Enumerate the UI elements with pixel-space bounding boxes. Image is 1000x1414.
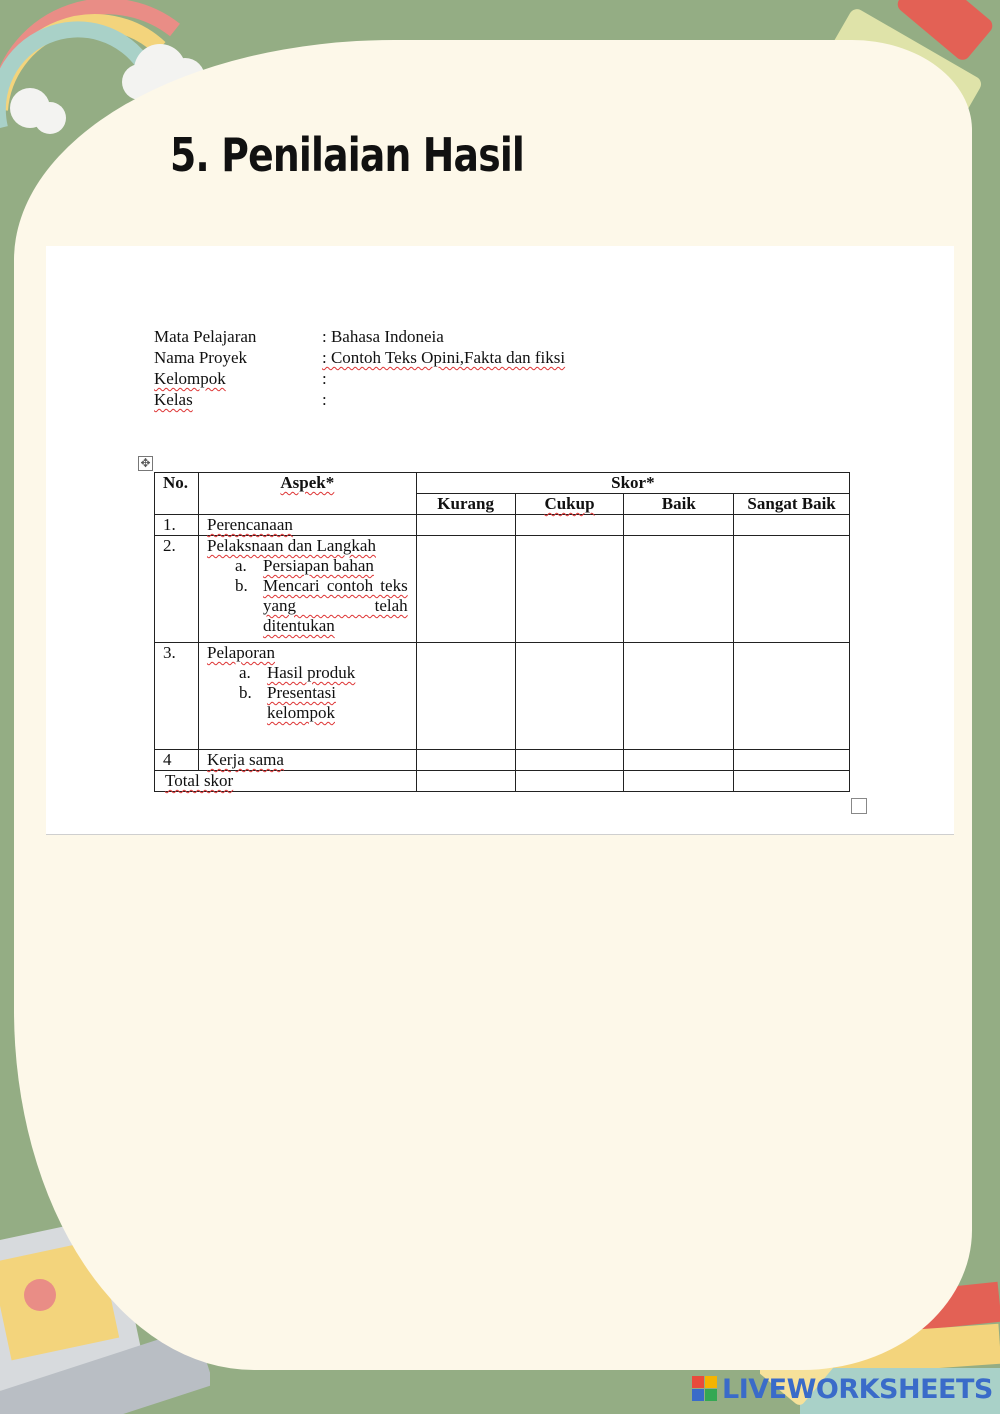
assessment-table (154, 472, 850, 792)
score-cell[interactable] (624, 536, 734, 643)
table-row (155, 750, 850, 771)
info-value: : (322, 369, 327, 388)
row-number: 3. (155, 643, 199, 750)
total-row (155, 771, 850, 792)
info-block (154, 326, 565, 410)
sub-letter: b. (238, 683, 252, 702)
info-row-class (154, 389, 565, 410)
resize-handle-icon[interactable] (851, 798, 867, 814)
sub-letter: a. (238, 663, 251, 682)
score-cell[interactable] (416, 643, 515, 750)
info-row-group (154, 368, 565, 389)
score-cell[interactable] (734, 750, 850, 771)
total-cell[interactable] (515, 771, 624, 792)
row-number: 1. (155, 515, 199, 536)
score-cell[interactable] (416, 515, 515, 536)
info-label: Kelas (154, 390, 193, 409)
document-sheet (46, 246, 954, 835)
header-aspek: Aspek* (198, 473, 416, 515)
table-row (155, 643, 850, 750)
score-cell[interactable] (515, 515, 624, 536)
sub-text: Persiapan bahan (262, 556, 374, 575)
row-number: 4 (155, 750, 199, 771)
sub-text: Mencari contoh teks yang telah ditentukan (262, 576, 408, 635)
score-cell[interactable] (416, 536, 515, 643)
info-label: Mata Pelajaran (154, 327, 257, 346)
brand-name[interactable]: LIVEWORKSHEETS (722, 1374, 993, 1405)
sub-item (207, 556, 408, 576)
sub-letter: b. (234, 576, 248, 595)
score-cell[interactable] (515, 643, 624, 750)
total-cell[interactable] (416, 771, 515, 792)
row-number: 2. (155, 536, 199, 643)
score-cell[interactable] (624, 515, 734, 536)
score-cell[interactable] (734, 536, 850, 643)
score-cell[interactable] (624, 643, 734, 750)
sub-text: Hasil produk (266, 663, 356, 682)
table-header-row (155, 473, 850, 494)
row-aspect-cell (198, 536, 416, 643)
info-label: Kelompok (154, 369, 226, 388)
table-row (155, 515, 850, 536)
sub-item (207, 576, 408, 636)
move-handle-icon[interactable]: ✥ (138, 456, 153, 471)
score-cell[interactable] (624, 750, 734, 771)
total-cell[interactable] (734, 771, 850, 792)
row-aspect: Perencanaan (198, 515, 416, 536)
header-kurang: Kurang (416, 494, 515, 515)
score-cell[interactable] (515, 750, 624, 771)
info-value: : Bahasa Indoneia (322, 327, 444, 346)
total-cell[interactable] (624, 771, 734, 792)
info-value: : (322, 390, 327, 409)
total-label: Total skor (155, 771, 417, 792)
info-label: Nama Proyek (154, 348, 248, 367)
sub-letter: a. (234, 556, 247, 575)
info-row-project (154, 347, 565, 368)
header-cukup: Cukup (515, 494, 624, 515)
score-cell[interactable] (734, 643, 850, 750)
header-no: No. (155, 473, 199, 515)
row-aspect: Pelaksnaan dan Langkah (206, 536, 376, 555)
row-aspect: Pelaporan (206, 643, 275, 662)
score-cell[interactable] (416, 750, 515, 771)
info-row-subject (154, 326, 565, 347)
score-cell[interactable] (734, 515, 850, 536)
row-aspect: Kerja sama (198, 750, 416, 771)
page-title: 5. Penilaian Hasil (170, 128, 525, 182)
sub-item (207, 663, 408, 683)
table-row (155, 536, 850, 643)
liveworksheets-logo-icon (692, 1376, 718, 1402)
info-value: : Contoh Teks Opini,Fakta dan fiksi (322, 348, 566, 367)
sub-text: Presentasi kelompok (266, 683, 336, 722)
header-skor: Skor* (416, 473, 849, 494)
sub-item (207, 683, 408, 723)
header-sangat-baik: Sangat Baik (734, 494, 850, 515)
score-cell[interactable] (515, 536, 624, 643)
row-aspect-cell (198, 643, 416, 750)
header-baik: Baik (624, 494, 734, 515)
